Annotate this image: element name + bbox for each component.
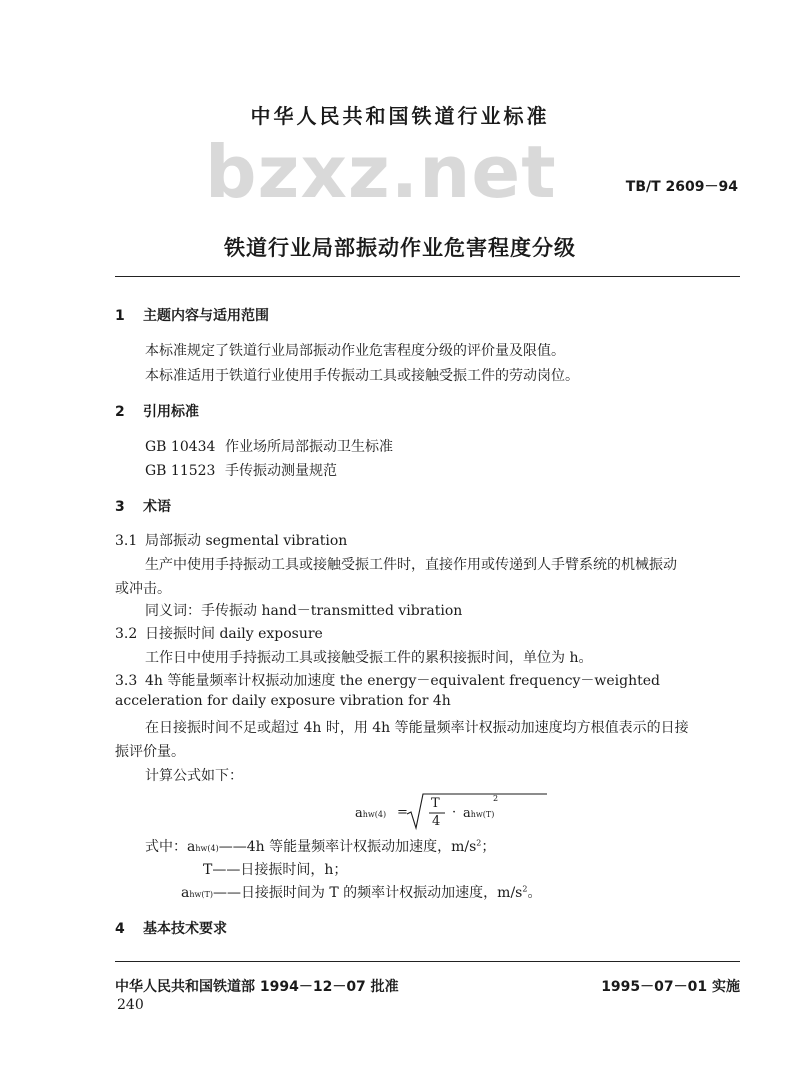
- term-title: 局部振动 segmental vibration: [145, 533, 348, 549]
- formula-symbol: a: [355, 806, 363, 821]
- section-2-heading: [115, 401, 199, 421]
- formula-intro: 计算公式如下：: [145, 768, 243, 784]
- footer-divider: [115, 961, 740, 962]
- section-number: 2: [115, 404, 125, 420]
- title-divider: [115, 276, 740, 277]
- section-title: 引用标准: [143, 404, 199, 420]
- def-superscript: 2: [476, 838, 482, 848]
- reference-code: GB 11523: [145, 463, 216, 479]
- def-subscript: hw(T): [189, 890, 213, 899]
- section-4-heading: [115, 918, 227, 938]
- fraction-denominator: 4: [432, 814, 441, 829]
- definition-row: [145, 836, 495, 856]
- formula-subscript: hw(4): [362, 810, 387, 819]
- section-1-heading: [115, 305, 269, 325]
- paragraph: 生产中使用手持振动工具或接触受振工件时，直接作用或传递到人手臂系统的机械振动: [145, 557, 677, 573]
- reference-title: 作业场所局部振动卫生标准: [225, 439, 393, 455]
- term-number: 3.1: [115, 533, 138, 549]
- def-superscript: 2: [522, 884, 528, 894]
- reference-item: [145, 460, 337, 480]
- paragraph: 本标准规定了铁道行业局部振动作业危害程度分级的评价量及限值。: [145, 343, 565, 359]
- term-3-3-heading: [115, 670, 660, 690]
- def-text: 日接振时间，h；: [240, 862, 348, 878]
- term-title: 4h 等能量频率计权振动加速度 the energy－equivalent frequency－weighted: [145, 673, 660, 689]
- section-title: 主题内容与适用范围: [143, 308, 269, 324]
- term-3-1-heading: [115, 530, 347, 550]
- synonym: 同义词：手传振动 hand－transmitted vibration: [145, 603, 463, 619]
- paragraph: 振评价量。: [115, 744, 185, 760]
- section-number: 4: [115, 921, 125, 937]
- section-number: 1: [115, 308, 125, 324]
- reference-item: [145, 436, 393, 456]
- document-title: 铁道行业局部振动作业危害程度分级: [224, 236, 576, 260]
- reference-title: 手传振动测量规范: [225, 463, 337, 479]
- standard-code: TB/T 2609－94: [625, 179, 738, 195]
- formula-lhs: [355, 806, 386, 821]
- section-number: 3: [115, 499, 125, 515]
- section-title: 基本技术要求: [143, 921, 227, 937]
- term-title: 日接振时间 daily exposure: [145, 626, 323, 642]
- term-title-continued: acceleration for daily exposure vibration for 4h: [115, 693, 451, 709]
- watermark: bzxz.net: [205, 130, 557, 214]
- paragraph: 本标准适用于铁道行业使用手传振动工具或接触受振工件的劳动岗位。: [145, 368, 579, 384]
- page-number: 240: [117, 997, 144, 1013]
- paragraph: 在日接振时间不足或超过 4h 时，用 4h 等能量频率计权振动加速度均方根值表示的日接: [145, 720, 689, 736]
- def-dash: ——: [218, 839, 247, 855]
- def-symbol: a: [187, 839, 196, 855]
- def-text: 日接振时间为 T 的频率计权振动加速度，m/s: [240, 885, 523, 901]
- section-3-heading: [115, 496, 171, 516]
- def-subscript: hw(4): [195, 844, 219, 853]
- formula-equals: =: [397, 805, 408, 820]
- standard-category-title: 中华人民共和国铁道行业标准: [250, 104, 550, 128]
- formula-symbol: a: [463, 806, 471, 821]
- def-end: 。: [527, 885, 542, 901]
- formula-rhs: [463, 806, 494, 821]
- reference-code: GB 10434: [145, 439, 216, 455]
- def-end: ；: [481, 839, 496, 855]
- effective-date: 1995－07－01 实施: [601, 979, 740, 995]
- def-symbol: T: [203, 862, 213, 878]
- paragraph: 或冲击。: [115, 581, 171, 597]
- approval-line: 中华人民共和国铁道部 1994－12－07 批准: [115, 979, 399, 995]
- paragraph: 工作日中使用手持振动工具或接触受振工件的累积接振时间，单位为 h。: [145, 650, 593, 666]
- formula-dot: ·: [452, 805, 457, 820]
- where-label: 式中：: [145, 839, 187, 855]
- definition-row: [181, 882, 541, 902]
- section-title: 术语: [143, 499, 171, 515]
- fraction-numerator: T: [431, 796, 440, 811]
- definition-row: [203, 859, 347, 879]
- term-number: 3.2: [115, 626, 138, 642]
- def-dash: ——: [212, 885, 241, 901]
- formula-subscript: hw(T): [470, 810, 495, 819]
- def-dash: ——: [212, 862, 241, 878]
- formula-exponent: 2: [493, 794, 499, 803]
- def-text: 4h 等能量频率计权振动加速度，m/s: [246, 839, 477, 855]
- def-symbol: a: [181, 885, 190, 901]
- term-3-2-heading: [115, 623, 323, 643]
- term-number: 3.3: [115, 673, 138, 689]
